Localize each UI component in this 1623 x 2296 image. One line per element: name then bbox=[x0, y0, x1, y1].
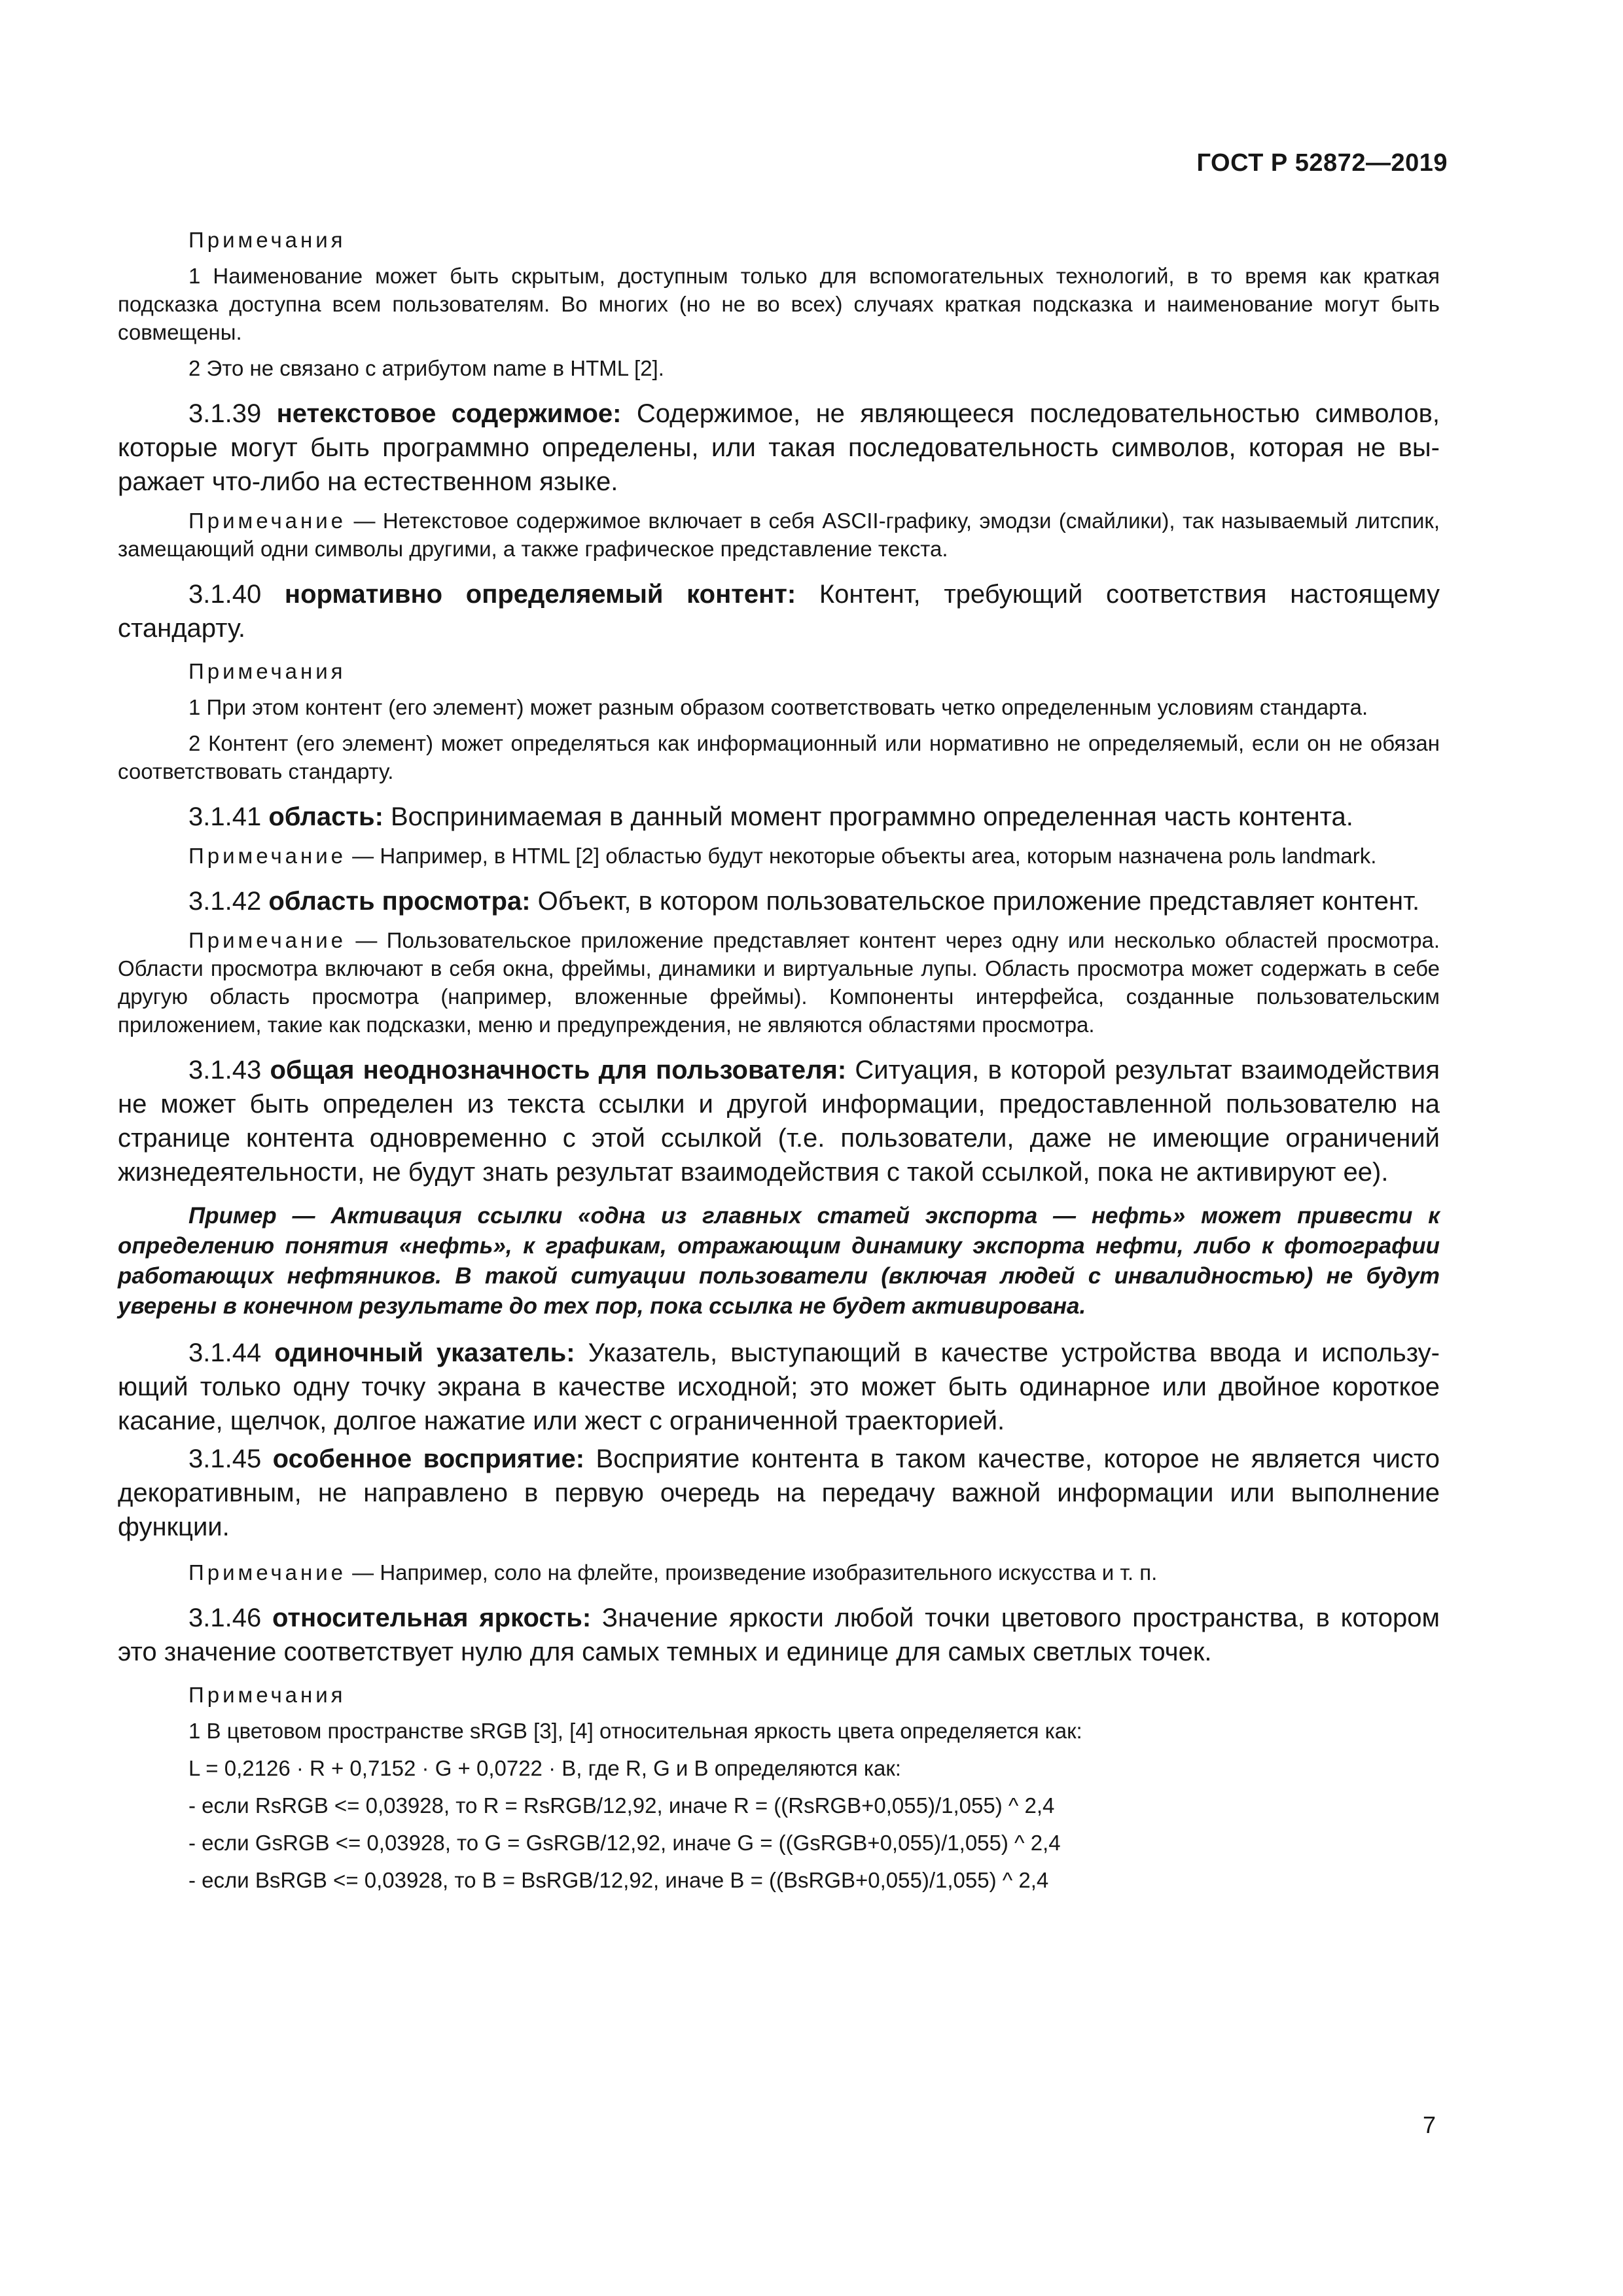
term-note bbox=[118, 1558, 1440, 1587]
note-label: Примечание bbox=[188, 509, 347, 533]
notes-heading: Примечания bbox=[188, 1683, 346, 1707]
document-code-header: ГОСТ Р 52872—2019 bbox=[1196, 149, 1448, 177]
note-paragraph: 1 При этом контент (его элемент) может разным образом соответствовать четко определенным условиям стандарта. bbox=[188, 695, 1368, 719]
term-name: область: bbox=[268, 802, 383, 831]
formula-list-item: - если GsRGB <= 0,03928, то G = GsRGB/12,92, иначе G = ((GsRGB+0,055)/1,055) ^ 2,4 bbox=[188, 1831, 1061, 1855]
page-number: 7 bbox=[1422, 2111, 1436, 2138]
term-definition-text: Объект, в котором пользовательское приложение представляет контент. bbox=[530, 887, 1420, 916]
term-note bbox=[118, 842, 1440, 870]
luminance-formula: L = 0,2126 · R + 0,7152 · G + 0,0722 · B, где R, G и B определяются как: bbox=[188, 1756, 901, 1780]
note-paragraph: 2 Это не связано с атрибутом name в HTML [2]. bbox=[188, 356, 664, 380]
term-number: 3.1.44 bbox=[188, 1338, 262, 1367]
term-definition-3-1-44 bbox=[118, 1336, 1440, 1438]
term-name: общая неоднозначность для пользовател bbox=[270, 1056, 823, 1085]
term-definition-text: Указатель, выступающий в качестве устройства ввода и использующий только одну точку экрана в качестве исходной; это может быть одинарное или двойное короткое касание, щелчок, долгое нажатие или жест с ограниченной траекторией. bbox=[118, 1338, 1440, 1435]
term-definition-text: Содержимое, не являющееся последовательностью символов, которые могут быть программно определены, или такая последовательность символов, которая не выражает что-либо на естественном языке. bbox=[118, 399, 1440, 496]
term-definition-3-1-41 bbox=[118, 800, 1440, 834]
term-definition-3-1-42 bbox=[118, 884, 1440, 918]
term-name: нормативно определяемый контент: bbox=[284, 580, 796, 609]
note-paragraph: 1 Наименование может быть скрытым, доступным только для вспомогательных технологий, в то время как краткая подсказка доступна всем пользователям. Во многих (но не во всех) случаях краткая подсказка и наименование могут быть совмещены. bbox=[118, 264, 1440, 344]
term-definition-text: Восприятие контента в таком качестве, которое не является чисто декоративным, не направлено в первую очередь на передачу важной информации или выполнение функции. bbox=[118, 1444, 1440, 1541]
term-name: одиночный указатель: bbox=[274, 1338, 575, 1367]
note-paragraph: 2 Контент (его элемент) может определяться как информационный или нормативно не определяемый, если он не обязан соответствовать стандарту. bbox=[118, 731, 1440, 783]
term-number: 3.1.45 bbox=[188, 1444, 262, 1473]
term-number: 3.1.46 bbox=[188, 1604, 262, 1632]
term-name: относительная яркость: bbox=[272, 1604, 592, 1632]
note-text: — Например, соло на флейте, произведение изобразительного искусства и т. п. bbox=[346, 1560, 1158, 1585]
term-number: 3.1.41 bbox=[188, 802, 262, 831]
term-definition-3-1-43 bbox=[118, 1053, 1440, 1189]
note-paragraph: 1 В цветовом пространстве sRGB [3], [4] относительная яркость цвета определяется как: bbox=[188, 1719, 1082, 1743]
note-label: Примечание bbox=[188, 928, 347, 952]
term-number: 3.1.42 bbox=[188, 887, 262, 916]
term-number: 3.1.43 bbox=[188, 1056, 262, 1085]
term-definition-text: Контент, требующий соответствия настоящему стандарту. bbox=[118, 580, 1440, 643]
term-definition-text: Значение яркости любой точки цветового пространства, в котором это значение соответствует нулю для самых темных и единице для самых светлых точек. bbox=[118, 1604, 1440, 1666]
formula-list-item: - если BsRGB <= 0,03928, то B = BsRGB/12,92, иначе B = ((BsRGB+0,055)/1,055) ^ 2,4 bbox=[188, 1868, 1049, 1892]
term-number: 3.1.39 bbox=[188, 399, 262, 428]
note-text: — Пользовательское приложение представляет контент через одну или несколько областей просмотра. Области просмотра включают в себя окна, фреймы, динамики и виртуальные лупы. Область просмотра может содержать в себе другую область просмотра (например, вложенные фреймы). Компоненты интерфейса, созданные пользовательским приложением, такие как подсказки, меню и предупреждения, не являются областями просмотра. bbox=[118, 928, 1440, 1037]
notes-heading: Примечания bbox=[188, 228, 346, 252]
note-label: Примечание bbox=[188, 844, 347, 868]
note-text: — Например, в HTML [2] областью будут некоторые объекты area, которым назначена роль landmark. bbox=[346, 844, 1377, 868]
term-name: область просмотра: bbox=[268, 887, 531, 916]
term-definition-text: Ситуация, в которой результат взаимодействия не может быть определен из текста ссылки и другой информации, предоставленной пользователю на странице контента одновременно с этой ссылкой (т.е. пользователи, даже не имеющие ограничений жизнедеятельности, не будут знать результат взаимодействия с такой ссылкой, пока не активируют ее). bbox=[118, 1056, 1440, 1187]
term-name: нетекстовое содержимое: bbox=[276, 399, 622, 428]
formula-list-item: - если RsRGB <= 0,03928, то R = RsRGB/12,92, иначе R = ((RsRGB+0,055)/1,055) ^ 2,4 bbox=[188, 1793, 1055, 1818]
term-number: 3.1.40 bbox=[188, 580, 262, 609]
notes-heading: Примечания bbox=[188, 659, 346, 683]
example-paragraph: Пример — Активация ссылки «одна из главных статей экспорта — нефть» может привести к определению понятия «нефть», к графикам, отражающим динамику экспорта нефти, либо к фотографии работающих нефтяников. В такой ситуации пользователи (включая людей с инвалидностью) не будут уверены в конечном результате до тех пор, пока ссылка не будет активирована. bbox=[118, 1203, 1440, 1319]
term-definition-text: Воспринимаемая в данный момент программно определенная часть контента. bbox=[383, 802, 1353, 831]
term-definition-3-1-39 bbox=[118, 397, 1440, 499]
term-name: особенное восприятие: bbox=[272, 1444, 585, 1473]
term-name-tail: я: bbox=[822, 1056, 847, 1085]
page-content bbox=[118, 226, 1440, 1894]
term-definition-3-1-46 bbox=[118, 1601, 1440, 1669]
term-definition-3-1-40 bbox=[118, 577, 1440, 645]
note-label: Примечание bbox=[188, 1560, 347, 1585]
term-definition-3-1-45 bbox=[118, 1442, 1440, 1544]
note-text: — Нетекстовое содержимое включает в себя ASCII-графику, эмодзи (смайлики), так называемый литспик, замещающий одни символы другими, а также графическое представление текста. bbox=[118, 509, 1440, 561]
term-note bbox=[118, 507, 1440, 563]
term-note bbox=[118, 926, 1440, 1039]
